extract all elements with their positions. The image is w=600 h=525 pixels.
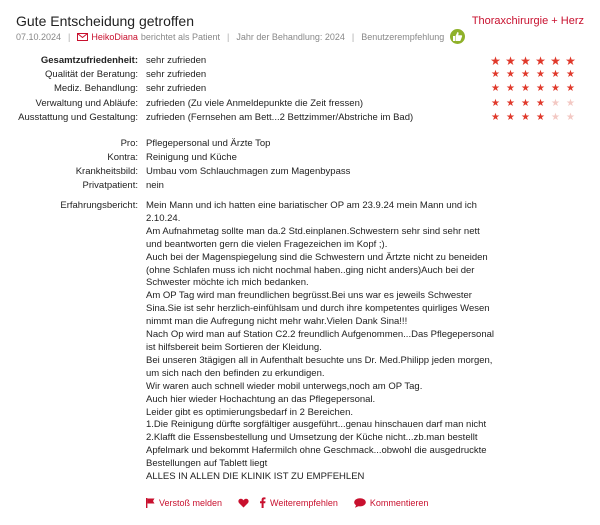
rating-row: [0, 111, 600, 125]
star-filled-icon: ★: [536, 112, 545, 123]
star-filled-icon: ★: [491, 69, 500, 80]
report-paragraph: Auch hier wieder Hochachtung an das Pflegepersonal.: [146, 393, 376, 405]
review-date: 07.10.2024: [16, 31, 62, 42]
detail-value: Reinigung und Küche: [146, 152, 237, 163]
star-filled-icon: ★: [521, 69, 530, 80]
flag-icon: [146, 498, 155, 508]
username-link[interactable]: HeikoDiana: [91, 31, 138, 42]
reporter-role: berichtet als Patient: [140, 31, 220, 42]
detail-row: [0, 138, 600, 152]
mail-icon[interactable]: [77, 33, 88, 41]
star-empty-icon: ★: [551, 112, 560, 123]
rating-value: sehr zufrieden: [146, 83, 207, 94]
star-filled-icon: ★: [551, 69, 560, 80]
rating-value: sehr zufrieden: [146, 55, 207, 66]
detail-value: Umbau vom Schlauchmagen zum Magenbypass: [146, 166, 351, 177]
star-filled-icon: ★: [551, 83, 560, 94]
rating-label: Gesamtzufriedenheit:: [40, 55, 138, 66]
detail-row: [0, 166, 600, 180]
star-filled-icon: ★: [505, 54, 516, 68]
star-filled-icon: ★: [536, 98, 545, 109]
star-filled-icon: ★: [520, 54, 531, 68]
detail-row: [0, 152, 600, 166]
rating-value: zufrieden (Zu viele Anmeldepunkte die Zeit fressen): [146, 98, 364, 109]
recommend-label: Weiterempfehlen: [270, 497, 338, 508]
star-filled-icon: ★: [565, 54, 576, 68]
star-filled-icon: ★: [536, 69, 545, 80]
report-paragraph: Bei unseren 3tägigen all in Aufenthalt besuchte uns Dr. Med.Philipp jeden morgen, um sich nach den befinden zu erkundigen.: [146, 354, 493, 379]
star-rating: [488, 54, 578, 68]
heart-icon: [238, 498, 249, 508]
report-paragraph: Am Aufnahmetag sollte man da.2 Std.einplanen.Schwestern sehr sind sehr nett und beantworten gern die vielen Fragezeichen im Kopf ;).: [146, 225, 480, 250]
comment-button[interactable]: [354, 497, 429, 508]
star-filled-icon: ★: [490, 54, 501, 68]
facebook-icon: [259, 497, 266, 508]
detail-row: [0, 180, 600, 194]
star-filled-icon: ★: [491, 83, 500, 94]
rating-label: Qualität der Beratung:: [45, 69, 138, 80]
meta-separator: |: [68, 31, 71, 42]
report-paragraph: Am OP Tag wird man freundlichen begrüsst.Bei uns war es jeweils Schwester Sina.Sie ist sehr herzlich-einfühlsam und durch ihre kompetentes quirliges Wesen nimmt man die Aufregung nicht mehr wahr.Vielen Dank Sina!!!: [146, 290, 490, 328]
review-title: Gute Entscheidung getroffen: [16, 13, 194, 29]
report-paragraph: Wir waren auch schnell wieder mobil unterwegs,noch am OP Tag.: [146, 380, 423, 392]
star-filled-icon: ★: [506, 112, 515, 123]
star-empty-icon: ★: [566, 112, 575, 123]
rating-label: Verwaltung und Abläufe:: [35, 98, 138, 109]
review-actions: [146, 497, 444, 508]
star-filled-icon: ★: [491, 112, 500, 123]
report-paragraph: Auch bei der Magenspiegelung sind die Schwestern und Ärtzte nicht zu beneiden (ohne Schlafen muss ich nicht nochmal haben..ging nicht anders)Auch bei der Schwester möchte ich mich bedanken.: [146, 251, 488, 289]
meta-separator: |: [226, 31, 230, 42]
detail-label: Pro:: [120, 138, 138, 149]
rating-value: sehr zufrieden: [146, 69, 207, 80]
rating-row: [0, 97, 600, 111]
star-rating: [488, 68, 578, 82]
report-violation-label: Verstoß melden: [159, 497, 223, 508]
report-body: [146, 200, 496, 484]
star-rating: [488, 82, 578, 96]
thumbs-up-icon: [450, 29, 465, 44]
star-empty-icon: ★: [566, 98, 575, 109]
star-filled-icon: ★: [566, 69, 575, 80]
rating-row: [0, 54, 600, 68]
report-paragraph: Leider gibt es optimierungsbedarf in 2 Bereichen.: [146, 406, 354, 418]
star-rating: [488, 97, 578, 111]
recommend-button[interactable]: [238, 497, 338, 508]
rating-label: Mediz. Behandlung:: [54, 83, 138, 94]
review-meta: [16, 29, 465, 44]
comment-label: Kommentieren: [369, 497, 429, 508]
star-filled-icon: ★: [550, 54, 561, 68]
star-filled-icon: ★: [506, 83, 515, 94]
star-filled-icon: ★: [521, 98, 530, 109]
rating-row: [0, 68, 600, 82]
star-filled-icon: ★: [521, 83, 530, 94]
detail-label: Kontra:: [107, 152, 138, 163]
detail-value: Pflegepersonal und Ärzte Top: [146, 138, 271, 149]
treatment-year: Jahr der Behandlung: 2024: [236, 31, 345, 42]
user-recommendation-label: Benutzerempfehlung: [361, 31, 445, 42]
star-filled-icon: ★: [521, 112, 530, 123]
report-paragraph: Mein Mann und ich hatten eine bariatischer OP am 23.9.24 mein Mann und ich 2.10.24.: [146, 200, 477, 224]
star-filled-icon: ★: [506, 69, 515, 80]
report-violation-button[interactable]: [146, 497, 222, 508]
detail-label: Krankheitsbild:: [75, 166, 138, 177]
star-filled-icon: ★: [535, 54, 546, 68]
speech-bubble-icon: [354, 498, 366, 508]
rating-label: Ausstattung und Gestaltung:: [18, 112, 138, 123]
rating-row: [0, 82, 600, 96]
star-filled-icon: ★: [506, 98, 515, 109]
star-filled-icon: ★: [536, 83, 545, 94]
report-paragraph: 2.Klafft die Essensbestellung und Umsetzung der Küche nicht...zb.man bestellt Apfelmark und bekommt Hafermilch ohne Geschmack...obwohl die ausgedruckte Bestellungen auf Tablett liegt: [146, 432, 487, 470]
star-filled-icon: ★: [566, 83, 575, 94]
meta-separator: |: [351, 31, 355, 42]
report-paragraph: 1.Die Reinigung dürfte sorgfältiger ausgeführt...genau hinschauen darf man nicht: [146, 419, 487, 431]
detail-label: Privatpatient:: [82, 180, 138, 191]
report-paragraph: Nach Op wird man auf Station C2.2 freundlich Aufgenommen...Das Pflegepersonal ist hilfsbereit beim Sortieren der Kleidung.: [146, 329, 494, 353]
star-rating: [488, 111, 578, 125]
report-paragraph: ALLES IN ALLEN DIE KLINIK IST ZU EMPFEHLEN: [146, 471, 365, 483]
star-filled-icon: ★: [491, 98, 500, 109]
department-link[interactable]: Thoraxchirurgie + Herz: [471, 15, 584, 27]
star-empty-icon: ★: [551, 98, 560, 109]
detail-value: nein: [146, 180, 164, 191]
rating-value: zufrieden (Fernsehen am Bett...2 Bettzimmer/Abstriche im Bad): [146, 112, 414, 123]
report-label: Erfahrungsbericht:: [60, 200, 138, 211]
